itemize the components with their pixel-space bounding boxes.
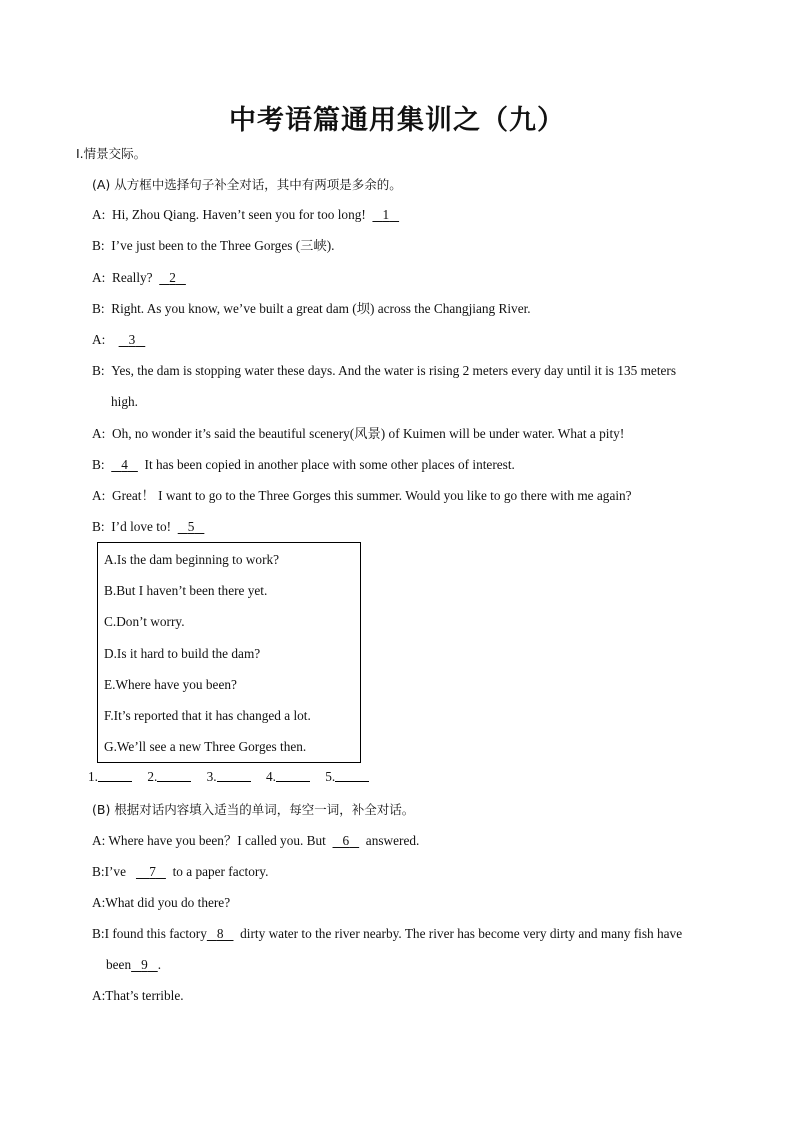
dialogue-text: Yes, the dam is stopping water these days. And the water is rising 2 meters every day until it is 135 meters bbox=[111, 363, 677, 378]
blank-3[interactable]: 3 bbox=[128, 332, 136, 347]
answer-row bbox=[88, 769, 381, 785]
option-item: E.Where have you been? bbox=[104, 676, 237, 692]
dialogue-line bbox=[92, 270, 186, 286]
blank-7[interactable]: 7 bbox=[149, 864, 156, 879]
dialogue-line bbox=[92, 301, 531, 317]
dialogue-line bbox=[92, 363, 676, 379]
speaker: A: bbox=[92, 270, 106, 285]
answer-slot[interactable]: 1. bbox=[88, 769, 132, 785]
speaker: A: bbox=[92, 488, 106, 503]
dialogue-b-line: A: Where have you been？I called you. But 6 answered. bbox=[92, 833, 420, 848]
dialogue-text: I’d love to! bbox=[111, 519, 172, 534]
dialogue-line bbox=[92, 238, 335, 254]
option-item: G.We’ll see a new Three Gorges then. bbox=[104, 739, 307, 755]
speaker: B: bbox=[92, 301, 105, 316]
blank-1[interactable]: 1 bbox=[382, 207, 390, 222]
dialogue-b-line: A:That’s terrible. bbox=[92, 988, 184, 1003]
answer-slot[interactable]: 4. bbox=[266, 769, 310, 785]
blank-2[interactable]: 2 bbox=[169, 270, 176, 285]
blank-8[interactable]: 8 bbox=[216, 926, 224, 941]
page-title: 中考语篇通用集训之（九） bbox=[229, 105, 565, 136]
dialogue-b-line: B:I found this factory 8 dirty water to the river nearby. The river has become very dirty and many fish have bbox=[92, 926, 683, 941]
dialogue-text: Right. As you know, we’ve built a great dam (坝) across the Changjiang River. bbox=[111, 301, 531, 316]
speaker: A: bbox=[92, 332, 106, 347]
answer-slot[interactable]: 5. bbox=[325, 769, 369, 785]
answer-slot[interactable]: 3. bbox=[207, 769, 251, 785]
speaker: A: bbox=[92, 426, 106, 441]
part-a-instruction: (A) 从方框中选择句子补全对话，其中有两项是多余的。 bbox=[92, 177, 402, 192]
dialogue-line bbox=[92, 207, 399, 223]
dialogue-line bbox=[92, 426, 624, 442]
dialogue-line bbox=[92, 332, 145, 348]
dialogue-line bbox=[111, 394, 138, 410]
options-box bbox=[97, 542, 361, 763]
dialogue-text: It has been copied in another place with some other places of interest. bbox=[144, 457, 515, 472]
speaker: B: bbox=[92, 363, 105, 378]
speaker: B: bbox=[92, 238, 105, 253]
dialogue-text: Great！ I want to go to the Three Gorges this summer. Would you like to go there with me again? bbox=[111, 488, 632, 503]
dialogue-text: Hi, Zhou Qiang. Haven’t seen you for too long! bbox=[111, 207, 366, 222]
dialogue-text: Really? bbox=[111, 270, 153, 285]
blank-6[interactable]: 6 bbox=[342, 833, 350, 848]
dialogue-line bbox=[92, 457, 515, 473]
speaker: B: bbox=[92, 519, 105, 534]
dialogue-text: Oh, no wonder it’s said the beautiful scenery(风景) of Kuimen will be under water. What a pity! bbox=[111, 426, 625, 441]
option-item: C.Don’t worry. bbox=[104, 614, 185, 630]
dialogue-b-line: B:I’ve 7 to a paper factory. bbox=[92, 864, 269, 879]
blank-4[interactable]: 4 bbox=[121, 457, 128, 472]
option-item: D.Is it hard to build the dam? bbox=[104, 645, 261, 661]
option-item: B.But I haven’t been there yet. bbox=[104, 583, 268, 599]
dialogue-b-line: A:What did you do there? bbox=[92, 895, 231, 910]
part-b-instruction: (B) 根据对话内容填入适当的单词，每空一词，补全对话。 bbox=[92, 802, 415, 817]
dialogue-line bbox=[92, 488, 632, 504]
section-heading: Ⅰ.情景交际。 bbox=[76, 146, 147, 161]
dialogue-text: I’ve just been to the Three Gorges (三峡). bbox=[111, 238, 335, 253]
option-item: A.Is the dam beginning to work? bbox=[104, 552, 280, 567]
option-item: F.It’s reported that it has changed a lot. bbox=[104, 708, 311, 723]
dialogue-line bbox=[92, 519, 204, 535]
answer-slot[interactable]: 2. bbox=[147, 769, 191, 785]
speaker: B: bbox=[92, 457, 105, 472]
blank-5[interactable]: 5 bbox=[187, 519, 195, 534]
dialogue-text: high. bbox=[111, 394, 138, 409]
blank-9[interactable]: 9 bbox=[141, 957, 148, 972]
dialogue-b-line: been 9 . bbox=[106, 957, 162, 972]
speaker: A: bbox=[92, 207, 106, 222]
